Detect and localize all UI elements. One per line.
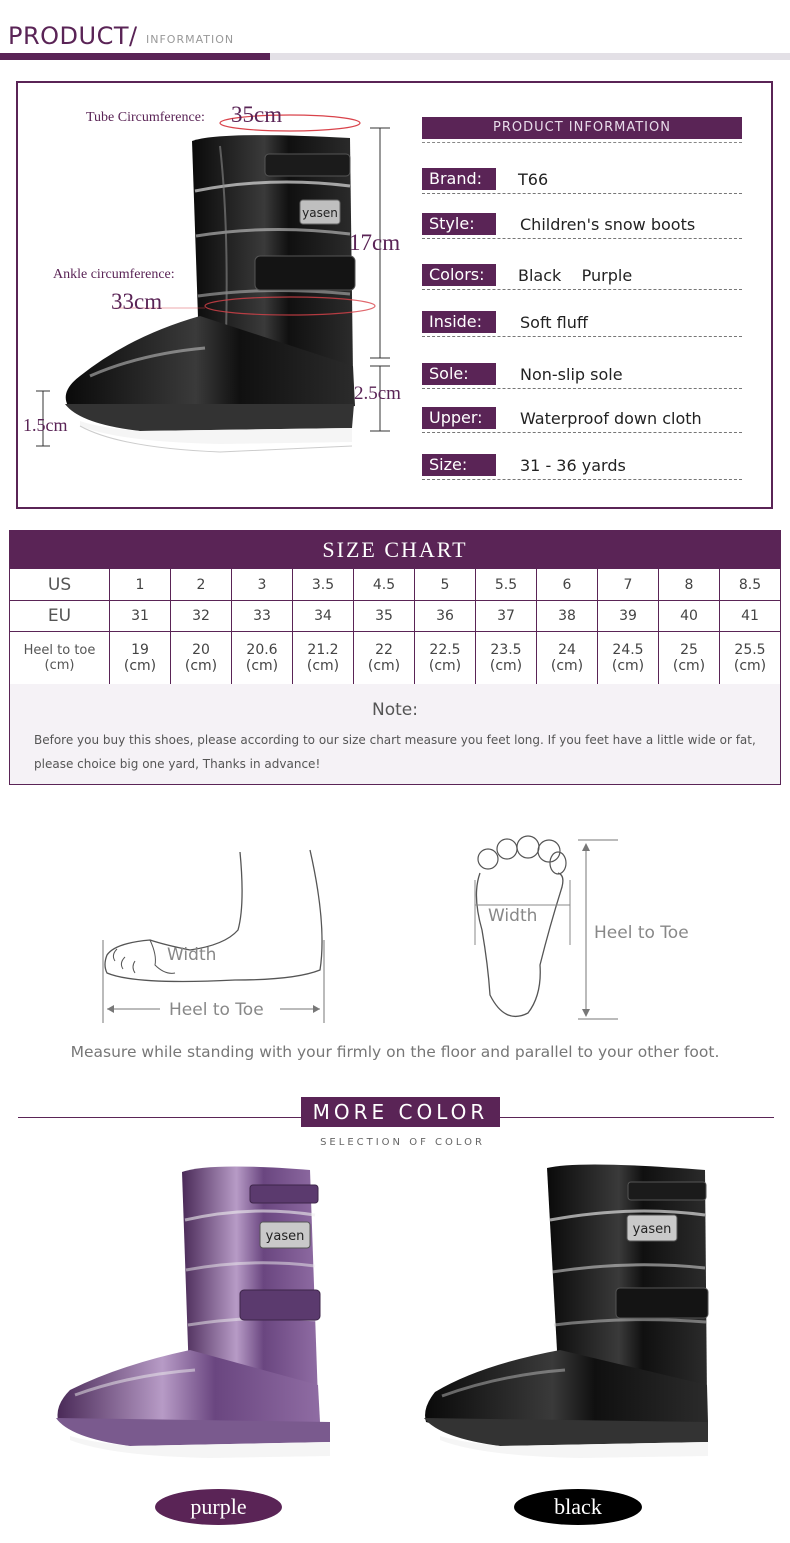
size-cell: 3: [232, 569, 293, 601]
ankle-circumference-label: Ankle circumference:: [53, 267, 175, 282]
purple-boot-image: [50, 1160, 340, 1480]
size-cell-value: 23.5: [490, 642, 522, 658]
info-row-colors: [422, 264, 742, 290]
size-cell-value: 24.5: [612, 642, 644, 658]
tube-circumference-label: Tube Circumference:: [86, 110, 205, 125]
size-cell: 6: [537, 569, 598, 601]
info-value: Children's snow boots: [520, 215, 696, 234]
size-cell: 37: [476, 601, 537, 632]
sole-width-label: Width: [488, 906, 538, 926]
size-cell: 8.5: [720, 569, 781, 601]
info-value: Waterproof down cloth: [520, 409, 702, 428]
size-cell-value: 25.5: [734, 642, 766, 658]
shaft-height-value: 17cm: [349, 230, 401, 255]
more-color-title: MORE COLOR: [301, 1097, 500, 1127]
size-cell: 33: [232, 601, 293, 632]
size-cell: 8: [659, 569, 720, 601]
size-cell: [354, 632, 415, 685]
size-cell-value: 20.6: [246, 642, 278, 658]
info-label: Colors:: [422, 264, 496, 286]
size-cell: [720, 632, 781, 685]
size-row-label: [10, 632, 110, 685]
size-row-us: [10, 569, 781, 601]
info-label: Style:: [422, 213, 496, 235]
size-cell: 7: [598, 569, 659, 601]
info-row-brand: [422, 168, 742, 194]
size-cell: [110, 632, 171, 685]
size-cell-value: 25: [680, 642, 698, 658]
size-cell: [537, 632, 598, 685]
black-color-label: black: [514, 1489, 642, 1525]
info-label: Sole:: [422, 363, 496, 385]
note-line-1: Before you buy this shoes, please according to our size chart measure you feet long. If you feet have a little wide or fat,: [34, 733, 756, 747]
info-row-sole: [422, 363, 742, 389]
platform-height-value: 2.5cm: [354, 383, 401, 404]
size-row-label: EU: [10, 601, 110, 632]
measure-caption: Measure while standing with your firmly on the floor and parallel to your other foot.: [70, 1043, 720, 1061]
size-cell-unit: (cm): [367, 658, 401, 674]
size-cell: [293, 632, 354, 685]
size-cell: 39: [598, 601, 659, 632]
sole-heel-to-toe-label: Heel to Toe: [594, 923, 689, 943]
info-value: Non-slip sole: [520, 365, 623, 384]
black-boot-badge: yasen: [632, 1222, 672, 1237]
size-cell: [171, 632, 232, 685]
info-label: Size:: [422, 454, 496, 476]
info-label: Brand:: [422, 168, 496, 190]
info-row-style: [422, 213, 742, 239]
header-title: PRODUCT/: [8, 22, 138, 50]
size-cell-unit: (cm): [123, 658, 157, 674]
foot-sole-illustration: [470, 835, 710, 1025]
size-cell-unit: (cm): [672, 658, 706, 674]
size-cell: 3.5: [293, 569, 354, 601]
note-line-2: please choice big one yard, Thanks in advance!: [34, 757, 321, 771]
info-row-size: [422, 454, 742, 480]
size-cell-unit: (cm): [611, 658, 645, 674]
size-cell: 36: [415, 601, 476, 632]
size-cell-value: 24: [558, 642, 576, 658]
product-info-divider: [422, 142, 742, 143]
info-row-upper: [422, 407, 742, 433]
size-cell: [476, 632, 537, 685]
size-cell: 38: [537, 601, 598, 632]
ankle-circumference-value: 33cm: [111, 289, 163, 314]
info-value: T66: [518, 170, 549, 189]
size-cell-value: 22.5: [429, 642, 461, 658]
size-cell: 35: [354, 601, 415, 632]
header-bar-accent: [0, 53, 270, 60]
size-cell: [659, 632, 720, 685]
heel-label-line2: (cm): [44, 658, 75, 673]
size-cell: [415, 632, 476, 685]
black-boot-image: [420, 1160, 720, 1480]
heel-height-value: 1.5cm: [23, 415, 68, 435]
size-cell: 1: [110, 569, 171, 601]
size-cell: 4.5: [354, 569, 415, 601]
size-cell-unit: (cm): [245, 658, 279, 674]
info-value: 31 - 36 yards: [520, 456, 626, 475]
note-text: [34, 728, 764, 776]
size-cell: [598, 632, 659, 685]
size-row-heel-to-toe: [10, 632, 781, 685]
size-cell: 32: [171, 601, 232, 632]
size-cell-unit: (cm): [184, 658, 218, 674]
size-cell: 5: [415, 569, 476, 601]
foot-side-illustration: [95, 845, 335, 1030]
size-cell: 31: [110, 601, 171, 632]
size-cell-value: 21.2: [307, 642, 339, 658]
more-color-subtitle: SELECTION OF COLOR: [320, 1137, 485, 1148]
size-chart-note: [9, 684, 781, 785]
size-cell: 41: [720, 601, 781, 632]
size-cell: 2: [171, 569, 232, 601]
size-cell-unit: (cm): [306, 658, 340, 674]
size-row-eu: [10, 601, 781, 632]
size-row-label: US: [10, 569, 110, 601]
purple-boot-badge: yasen: [265, 1229, 305, 1244]
size-cell-value: 19: [131, 642, 149, 658]
info-value: Soft fluff: [520, 313, 588, 332]
tube-circumference-value: 35cm: [231, 102, 283, 127]
size-cell-unit: (cm): [733, 658, 767, 674]
side-heel-to-toe-label: Heel to Toe: [169, 1000, 264, 1020]
size-cell: 40: [659, 601, 720, 632]
size-chart-title: SIZE CHART: [9, 530, 781, 568]
size-cell: 5.5: [476, 569, 537, 601]
info-label: Upper:: [422, 407, 496, 429]
info-row-inside: [422, 311, 742, 337]
boot-badge: yasen: [302, 206, 338, 220]
size-cell-value: 20: [192, 642, 210, 658]
size-cell-value: 22: [375, 642, 393, 658]
product-info-title: PRODUCT INFORMATION: [422, 117, 742, 139]
info-value: Black Purple: [518, 266, 633, 285]
size-cell-unit: (cm): [428, 658, 462, 674]
size-chart-table: [9, 568, 781, 685]
size-cell: 34: [293, 601, 354, 632]
purple-color-label: purple: [155, 1489, 282, 1525]
boot-measurement-illustration: [20, 86, 420, 506]
info-label: Inside:: [422, 311, 496, 333]
side-width-label: Width: [167, 945, 217, 965]
note-title: Note:: [372, 700, 418, 720]
heel-label-line1: Heel to toe: [23, 643, 96, 658]
size-cell: [232, 632, 293, 685]
size-cell-unit: (cm): [550, 658, 584, 674]
size-cell-unit: (cm): [489, 658, 523, 674]
header-bar-track: [270, 53, 790, 60]
header-subtitle: INFORMATION: [146, 33, 235, 46]
